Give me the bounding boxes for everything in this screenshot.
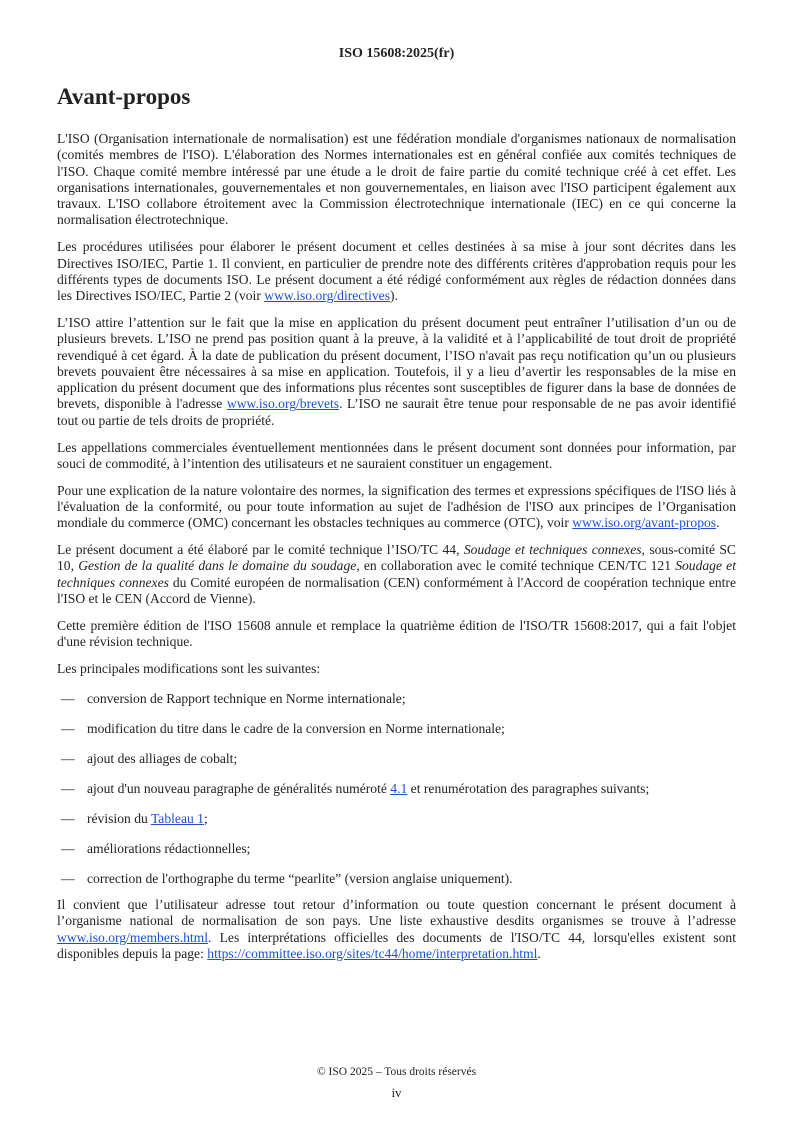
text: révision du (87, 810, 151, 826)
link-tableau-1[interactable]: Tableau 1 (150, 810, 204, 826)
list-item-text: ajout des alliages de cobalt; (87, 750, 238, 766)
link-directives[interactable]: www.iso.org/directives (264, 288, 390, 304)
text: Pour une explication de la nature volontaire des normes, la signification des termes et expressions spécifiques de l'ISO liés à l'évaluation de la conformité, ou pour toute information au sujet de l'adhésion de l'ISO aux principes de l’Organisation mondiale du commerce (OMC) concernant les obstacles techniques au commerce (OTC), voir (57, 482, 736, 531)
paragraph-procedures (57, 239, 736, 304)
text: ajout d'un nouveau paragraphe de généralités numéroté (87, 780, 391, 796)
list-item (57, 781, 736, 797)
list-item (57, 751, 736, 767)
dash: — (61, 840, 75, 856)
text: Il convient que l’utilisateur adresse tout retour d’information ou toute question concernant le présent document à l’organisme national de normalisation de son pays. Une liste exhaustive desdits organismes se trouve à l’adresse (57, 897, 736, 929)
dash: — (61, 690, 75, 706)
italic-text: Gestion de la qualité dans le domaine du soudage (78, 558, 357, 574)
text: et renumérotation des paragraphes suivants; (407, 780, 650, 796)
link-4-1[interactable]: 4.1 (390, 780, 408, 796)
text: , en collaboration avec le comité technique CEN/TC 121 (356, 558, 676, 574)
section-title: Avant-propos (57, 84, 191, 109)
text: . (537, 945, 541, 961)
document-header: ISO 15608:2025(fr) (338, 46, 455, 61)
text: , sous-comité SC 10, (57, 542, 737, 574)
list-item-text: améliorations rédactionnelles; (87, 840, 251, 856)
paragraph-voluntary (57, 483, 736, 532)
paragraph-edition: Cette première édition de l'ISO 15608 annule et remplace la quatrième édition de l'ISO/TR 15608:2017, qui a fait l'objet d'une révision technique. (57, 617, 736, 650)
link-brevets[interactable]: www.iso.org/brevets (226, 396, 340, 412)
text: Le présent document a été élaboré par le comité technique l’ISO/TC 44, (57, 542, 464, 558)
list-item (57, 721, 736, 737)
text: ). (390, 288, 398, 304)
list-item-text: conversion de Rapport technique en Norme internationale; (87, 690, 406, 706)
list-item (57, 811, 736, 827)
dash: — (61, 780, 75, 796)
changes-list (57, 691, 736, 887)
list-item (57, 691, 736, 707)
paragraph-patents (57, 315, 736, 429)
list-item (57, 871, 736, 887)
list-item-text: correction de l'orthographe du terme “pearlite” (version anglaise uniquement). (87, 870, 513, 886)
paragraph-feedback (57, 897, 736, 962)
paragraph-trade-names: Les appellations commerciales éventuellement mentionnées dans le présent document sont données pour information, par souci de commodité, à l’intention des utilisateurs et ne sauraient constituer un engagement. (57, 439, 736, 471)
text: L’ISO attire l’attention sur le fait que la mise en application du présent document peut entraîner l’utilisation d’un ou de plusieurs brevets. L’ISO ne prend pas position quant à la preuve, à la validité et à l’applicabilité de tout droit de propriété revendiqué à cet égard. À la date de publication du présent document, l’ISO n'avait pas reçu notification qu’un ou plusieurs brevets pouvaient être nécessaires à sa mise en application. Toutefois, il y a lieu d’avertir les responsables de la mise en application du présent document que des informations plus récentes sont susceptibles de figurer dans la base de données de brevets, disponible à l'adresse (57, 314, 736, 412)
text: . Les interprétations officielles des documents de l'ISO/TC 44, lorsqu'elles existent sont disponibles depuis la page: (57, 929, 736, 961)
list-item-text: modification du titre dans le cadre de la conversion en Norme internationale; (87, 720, 505, 736)
paragraph-committee (57, 542, 736, 607)
document-body (57, 131, 736, 973)
text: Les procédures utilisées pour élaborer le présent document et celles destinées à sa mise à jour sont décrites dans les Directives ISO/IEC, Partie 1. Il convient, en particulier de prendre note des différents critères d'approbation requis pour les différents types de documents ISO. Le présent document a été rédigé conformément aux règles de rédaction données dans les Directives ISO/IEC, Partie 2 (voir (57, 239, 736, 304)
dash: — (61, 720, 75, 736)
italic-text: Soudage et techniques connexes (463, 542, 642, 558)
page-number: iv (391, 1085, 402, 1100)
paragraph-iso-intro: L'ISO (Organisation internationale de normalisation) est une fédération mondiale d'organismes nationaux de normalisation (comités membres de l'ISO). L'élaboration des Normes internationales est en général confiée aux comités techniques de l'ISO. Chaque comité membre intéressé par une étude a le droit de faire partie du comité technique créé à cet effet. Les organisations internationales, gouvernementales et non gouvernementales, en liaison avec l'ISO participent également aux travaux. L'ISO collabore étroitement avec la Commission électrotechnique internationale (IEC) en ce qui concerne la normalisation électrotechnique. (57, 131, 736, 228)
list-item (57, 841, 736, 857)
link-members[interactable]: www.iso.org/members.html (57, 929, 209, 945)
text: . L’ISO ne saurait être tenue pour responsable de ne pas avoir identifié tout ou partie de tels droits de propriété. (57, 396, 736, 428)
text: . (716, 515, 720, 531)
copyright-footer: © ISO 2025 – Tous droits réservés (316, 1066, 477, 1078)
link-interpretation[interactable]: https://committee.iso.org/sites/tc44/home/interpretation.html (207, 945, 538, 961)
list-item-text (87, 781, 649, 797)
text: ; (203, 810, 208, 826)
list-item-text (87, 811, 208, 827)
text: du Comité européen de normalisation (CEN) conformément à l'Accord de coopération technique entre l'ISO et le CEN (Accord de Vienne). (57, 574, 736, 606)
italic-text: Soudage et techniques connexes (57, 558, 736, 590)
dash: — (61, 870, 75, 886)
link-avant-propos[interactable]: www.iso.org/avant-propos (572, 515, 717, 531)
list-intro: Les principales modifications sont les suivantes: (57, 660, 321, 676)
dash: — (61, 810, 75, 826)
dash: — (61, 750, 75, 766)
